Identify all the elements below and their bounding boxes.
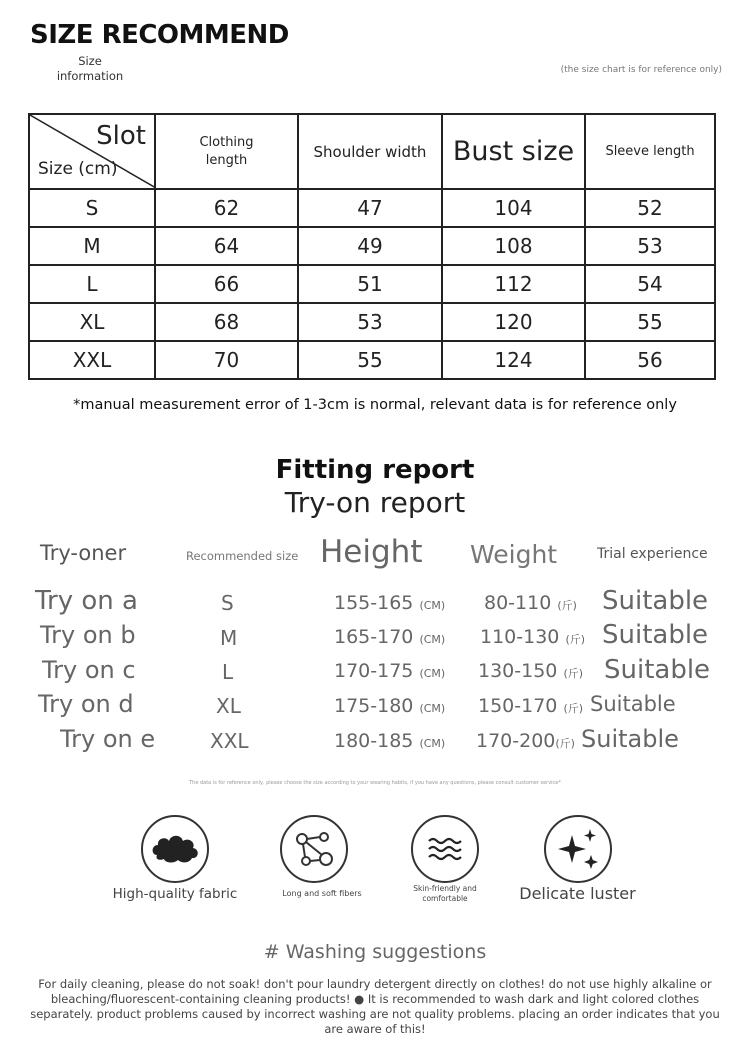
value-cell: 52 <box>585 189 715 227</box>
tryon-experience: Suitable <box>590 692 676 716</box>
value-cell: 54 <box>585 265 715 303</box>
table-row <box>29 341 715 379</box>
table-row <box>29 189 715 227</box>
table-row <box>29 227 715 265</box>
feature-label: Delicate luster <box>519 884 636 903</box>
value-cell: 66 <box>155 265 298 303</box>
feature-label: Skin-friendly and comfortable <box>413 884 477 903</box>
tryon-name: Try on c <box>42 656 136 684</box>
value-cell: 120 <box>442 303 585 341</box>
header-tryoner: Try-oner <box>40 541 127 565</box>
feature-label: Long and soft fibers <box>282 889 362 898</box>
header-height: Height <box>320 534 423 570</box>
corner-size-label: Size (cm) <box>38 159 118 179</box>
weight-unit: (斤) <box>555 737 575 750</box>
waves-icon <box>413 817 477 881</box>
column-header: Bust size <box>442 114 585 189</box>
feature-badge <box>544 815 612 883</box>
value-cell: 56 <box>585 341 715 379</box>
column-header: Sleeve length <box>585 114 715 189</box>
size-cell: S <box>29 189 155 227</box>
size-cell: M <box>29 227 155 265</box>
tryon-experience: Suitable <box>602 586 709 616</box>
tryon-weight: 110-130 <box>480 626 560 648</box>
feature-badge <box>280 815 348 883</box>
tryon-size: XXL <box>210 729 249 753</box>
height-unit: (CM) <box>419 702 446 715</box>
size-cell: XXL <box>29 341 155 379</box>
value-cell: 104 <box>442 189 585 227</box>
size-info-subtitle: Size information <box>56 54 124 83</box>
tryon-name: Try on d <box>38 690 134 718</box>
table-corner-cell <box>29 114 155 189</box>
weight-unit: (斤) <box>557 599 577 612</box>
fitting-disclaimer: The data is for reference only, please choose the size according to your wearing habits, if you have any questions, please consult customer service* <box>189 780 561 786</box>
tryon-weight: 130-150 <box>478 660 558 682</box>
tryon-size: M <box>220 626 238 650</box>
washing-title: # Washing suggestions <box>263 941 487 963</box>
value-cell: 62 <box>155 189 298 227</box>
tryon-height: 175-180 <box>334 695 414 717</box>
tryon-height: 165-170 <box>334 626 414 648</box>
measurement-note: *manual measurement error of 1-3cm is normal, relevant data is for reference only <box>73 397 677 413</box>
tryon-name: Try on b <box>40 621 136 649</box>
feature-badge <box>411 815 479 883</box>
value-cell: 47 <box>298 189 442 227</box>
page-title: SIZE RECOMMEND <box>30 20 289 50</box>
size-table <box>28 113 716 380</box>
value-cell: 108 <box>442 227 585 265</box>
value-cell: 124 <box>442 341 585 379</box>
value-cell: 112 <box>442 265 585 303</box>
height-unit: (CM) <box>419 633 446 646</box>
fitting-title: Fitting report <box>275 455 475 485</box>
feature-badge <box>141 815 209 883</box>
washing-text: For daily cleaning, please do not soak! don't pour laundry detergent directly on clothes! do not use highly alkaline or bleaching/fluorescent-containing cleaning products! ● It is recommended to wash dark and light colored clothes separately. product problems caused by incorrect washing are not quality problems. placing an order indicates that you are aware of this! <box>30 977 720 1036</box>
cloud-fabric-icon <box>143 817 207 881</box>
tryon-height: 155-165 <box>334 592 414 614</box>
value-cell: 53 <box>585 227 715 265</box>
value-cell: 49 <box>298 227 442 265</box>
header-weight: Weight <box>470 540 558 569</box>
tryon-experience: Suitable <box>581 725 679 753</box>
corner-slot-label: Slot <box>96 121 146 151</box>
value-cell: 55 <box>298 341 442 379</box>
tryon-experience: Suitable <box>604 655 711 685</box>
size-cell: L <box>29 265 155 303</box>
size-cell: XL <box>29 303 155 341</box>
weight-unit: (斤) <box>565 633 586 646</box>
reference-note: (the size chart is for reference only) <box>560 65 722 75</box>
tryon-height: 180-185 <box>334 730 414 752</box>
weight-unit: (斤) <box>563 702 584 715</box>
value-cell: 51 <box>298 265 442 303</box>
value-cell: 55 <box>585 303 715 341</box>
tryon-name: Try on e <box>60 725 156 753</box>
column-header: Clothing length <box>155 114 298 189</box>
value-cell: 53 <box>298 303 442 341</box>
weight-unit: (斤) <box>563 667 584 680</box>
sparkle-icon <box>546 817 610 881</box>
tryon-size: XL <box>216 694 241 718</box>
tryon-height: 170-175 <box>334 660 414 682</box>
table-row <box>29 303 715 341</box>
tryon-size: S <box>221 591 234 615</box>
fiber-molecule-icon <box>282 817 346 881</box>
fitting-subtitle: Try-on report <box>284 486 466 519</box>
header-trial-experience: Trial experience <box>597 546 708 562</box>
tryon-weight: 80-110 <box>484 592 552 614</box>
feature-label: High-quality fabric <box>112 886 238 902</box>
height-unit: (CM) <box>419 737 446 750</box>
header-recommended-size: Recommended size <box>186 549 299 563</box>
tryon-experience: Suitable <box>602 620 709 650</box>
height-unit: (CM) <box>419 667 446 680</box>
table-row <box>29 265 715 303</box>
size-table-header <box>29 114 715 189</box>
height-unit: (CM) <box>419 599 446 612</box>
tryon-size: L <box>222 660 234 684</box>
value-cell: 64 <box>155 227 298 265</box>
value-cell: 70 <box>155 341 298 379</box>
tryon-name: Try on a <box>35 586 138 616</box>
tryon-weight: 150-170 <box>478 695 558 717</box>
value-cell: 68 <box>155 303 298 341</box>
tryon-weight: 170-200 <box>476 730 556 752</box>
column-header: Shoulder width <box>298 114 442 189</box>
